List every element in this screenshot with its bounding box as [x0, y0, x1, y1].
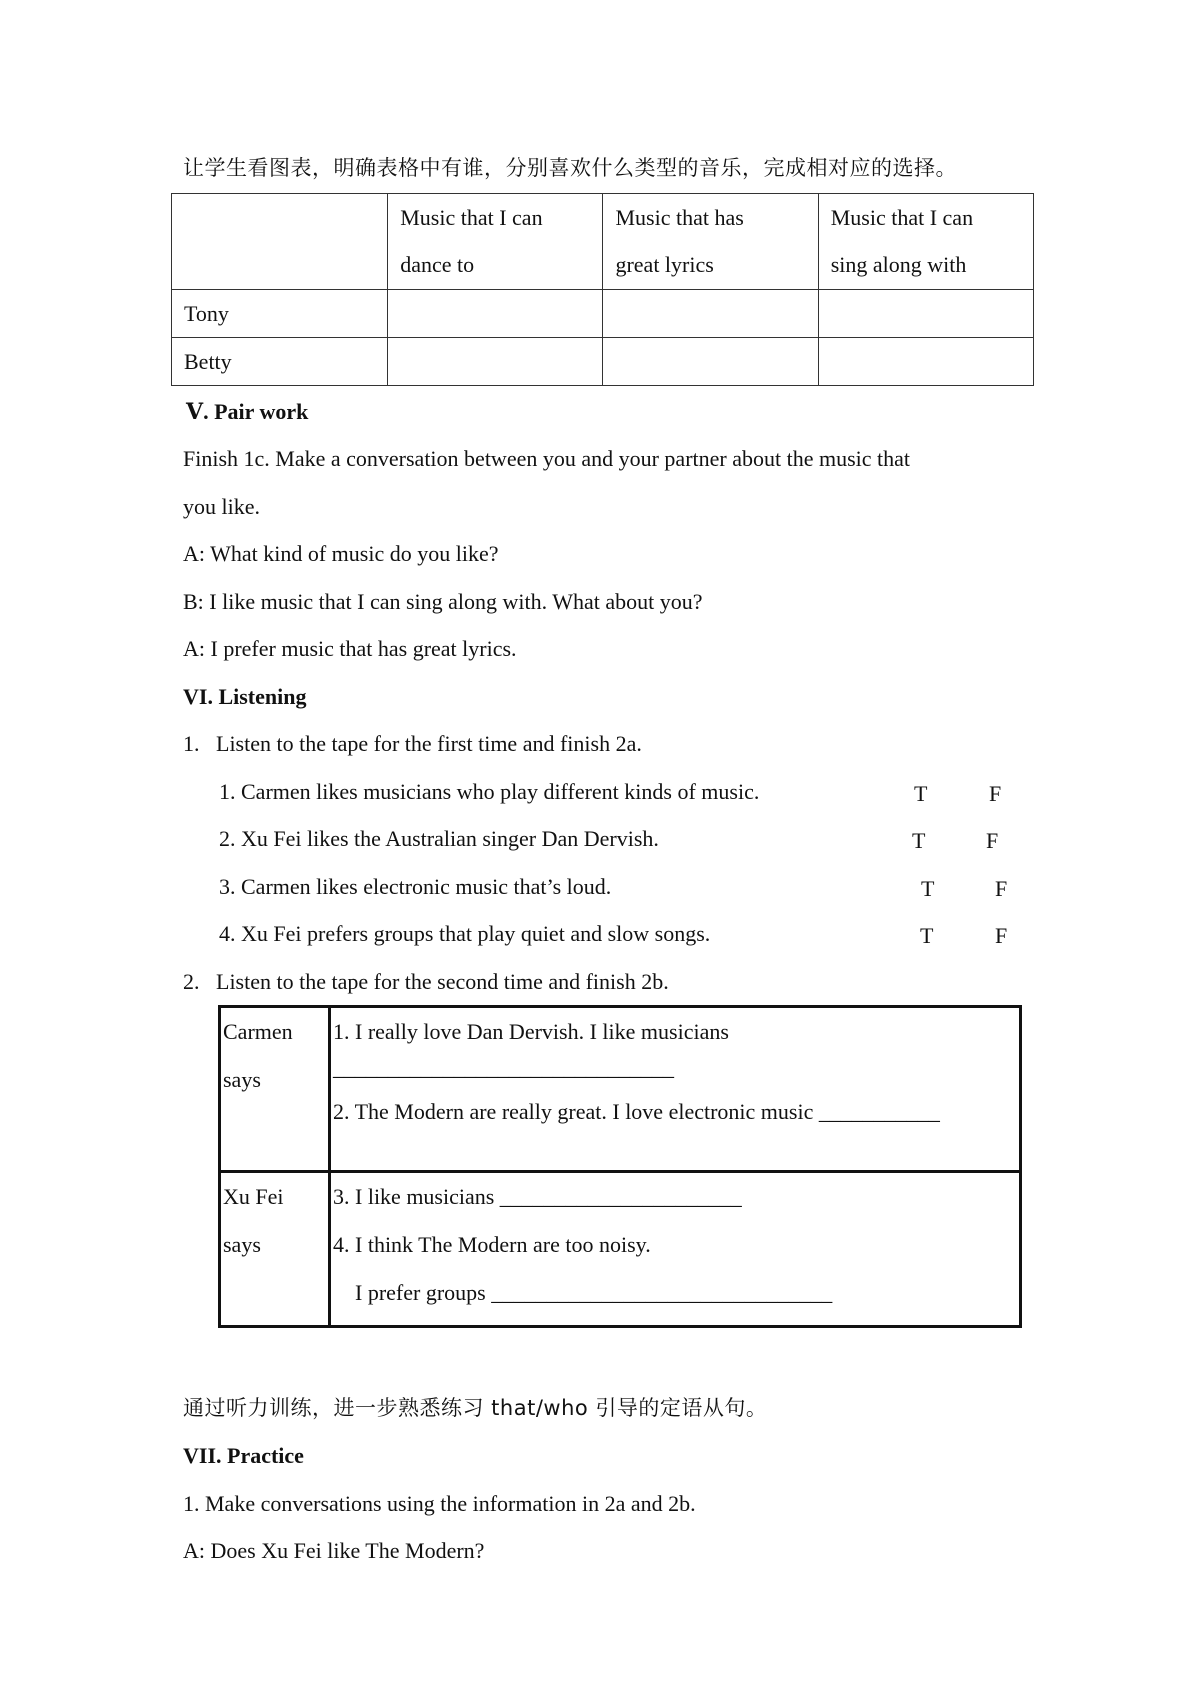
pair-work-instruction: Finish 1c. Make a conversation between you and your partner about the music that [183, 446, 911, 471]
survey-header-cell [172, 194, 388, 290]
practice-heading: VII. Practice [183, 1443, 304, 1468]
xufei-row [220, 1172, 1021, 1327]
speaker-cell: Xu Fei says [220, 1172, 330, 1327]
dialogue-line: B: I like music that I can sing along with. What about you? [183, 589, 703, 614]
speaker-cell: Carmen says [220, 1007, 330, 1172]
fill-blank-line[interactable]: 2. The Modern are really great. I love electronic music ___________ [333, 1099, 940, 1124]
survey-answer-cell[interactable] [388, 290, 603, 338]
survey-answer-cell[interactable] [603, 290, 818, 338]
dialogue-line: A: What kind of music do you like? [183, 541, 499, 566]
fill-blank-line[interactable]: 3. I like musicians ______________________ [333, 1184, 742, 1209]
true-option[interactable]: T [914, 781, 928, 806]
dialogue-line: A: I prefer music that has great lyrics. [183, 636, 517, 661]
true-option[interactable]: T [921, 876, 935, 901]
false-option[interactable]: F [995, 923, 1008, 948]
survey-row-tony [172, 290, 1034, 338]
survey-name-cell: Tony [172, 290, 388, 338]
false-option[interactable]: F [986, 828, 999, 853]
survey-answer-cell[interactable] [388, 338, 603, 386]
false-option[interactable]: F [995, 876, 1008, 901]
statements-cell [330, 1007, 1021, 1172]
fill-blank-line[interactable]: 1. I really love Dan Dervish. I like musicians [333, 1019, 729, 1044]
survey-answer-cell[interactable] [603, 338, 818, 386]
true-option[interactable]: T [920, 923, 934, 948]
survey-answer-cell[interactable] [818, 290, 1033, 338]
survey-table [171, 193, 1034, 386]
listening-table [218, 1005, 1022, 1328]
fill-blank-line[interactable]: I prefer groups _______________________________ [333, 1280, 833, 1305]
practice-item: 1. Make conversations using the information in 2a and 2b. [183, 1491, 696, 1516]
statement: 1. Carmen likes musicians who play different kinds of music. [219, 779, 760, 804]
true-option[interactable]: T [912, 828, 926, 853]
practice-dialogue: A: Does Xu Fei like The Modern? [183, 1538, 485, 1563]
intro-note: 让学生看图表，明确表格中有谁，分别喜欢什么类型的音乐，完成相对应的选择。 [183, 156, 957, 180]
statements-cell [330, 1172, 1021, 1327]
pair-work-instruction: you like. [183, 494, 260, 519]
listening-task-1: 1. Listen to the tape for the first time and finish 2a. [183, 731, 642, 756]
survey-header-row [172, 194, 1034, 290]
fill-blank-line[interactable]: _______________________________ [333, 1055, 674, 1080]
survey-header-cell: Music that I can dance to [388, 194, 603, 290]
listening-heading: VI. Listening [183, 684, 307, 709]
statement: 4. Xu Fei prefers groups that play quiet and slow songs. [219, 921, 711, 946]
listening-note: 通过听力训练，进一步熟悉练习 that/who 引导的定语从句。 [183, 1396, 768, 1420]
survey-name-cell: Betty [172, 338, 388, 386]
survey-header-cell: Music that I can sing along with [818, 194, 1033, 290]
statement: 2. Xu Fei likes the Australian singer Dan Dervish. [219, 826, 659, 851]
false-option[interactable]: F [989, 781, 1002, 806]
survey-header-cell: Music that has great lyrics [603, 194, 818, 290]
survey-row-betty [172, 338, 1034, 386]
pair-work-heading: Ⅴ. Pair work [186, 399, 309, 424]
listening-task-2: 2. Listen to the tape for the second time and finish 2b. [183, 969, 669, 994]
statement: 3. Carmen likes electronic music that’s loud. [219, 874, 612, 899]
carmen-row [220, 1007, 1021, 1172]
survey-answer-cell[interactable] [818, 338, 1033, 386]
fill-blank-line: 4. I think The Modern are too noisy. [333, 1232, 651, 1257]
